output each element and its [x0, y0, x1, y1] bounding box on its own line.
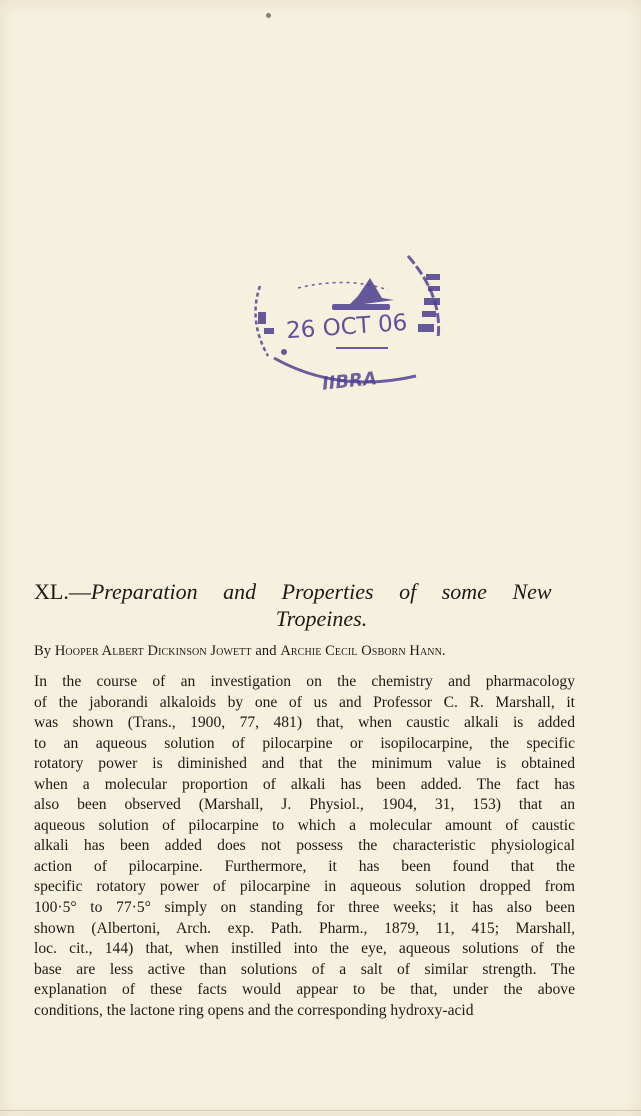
body-line: when a molecular proportion of alkali has been added. The fact has	[34, 775, 575, 793]
article-number: XL.	[34, 579, 69, 604]
byline-and: and	[255, 643, 277, 659]
body-line: to an aqueous solution of pilocarpine or isopilocarpine, the specific	[34, 734, 575, 752]
body-line: aqueous solution of pilocarpine to which a molecular amount of caustic	[34, 816, 575, 834]
title-dash: —	[68, 579, 91, 604]
body-line: was shown (Trans., 1900, 77, 481) that, when caustic alkali is added	[34, 714, 575, 732]
body-line: In the course of an investigation on the chemistry and pharmacology	[34, 673, 575, 690]
byline	[34, 643, 609, 660]
body-line: action of pilocarpine. Furthermore, it has been found that the	[34, 857, 575, 875]
body-line: specific rotatory power of pilocarpine in aqueous solution dropped from	[34, 878, 575, 896]
body-line: loc. cit., 144) that, when instilled into the eye, aqueous solutions of the	[34, 940, 575, 958]
byline-by: By	[34, 643, 52, 659]
library-stamp	[238, 226, 468, 406]
body-line: alkali has been added does not possess the characteristic physiological	[34, 837, 575, 855]
title-line-2: Tropeines.	[275, 606, 368, 631]
page-bottom-edge	[0, 1110, 641, 1111]
author-2: Archie Cecil Osborn Hann.	[280, 643, 446, 659]
body-line: shown (Albertoni, Arch. exp. Path. Pharm., 1879, 11, 415; Marshall,	[34, 919, 575, 937]
article-title	[34, 578, 609, 632]
body-line: base are less active than solutions of a salt of similar strength. The	[34, 960, 575, 978]
svg-text:IIBRA: IIBRA	[321, 368, 378, 395]
author-1: Hooper Albert Dickinson Jowett	[54, 643, 252, 659]
body-line: rotatory power is diminished and that the minimum value is obtained	[34, 755, 575, 773]
title-line-1: Preparation and Properties of some New	[90, 579, 552, 604]
stamp-date: 26 OCT 06	[285, 309, 409, 345]
body-line: explanation of these facts would appear to be that, under the above	[34, 981, 575, 999]
body-line: also been observed (Marshall, J. Physiol., 1904, 31, 153) that an	[34, 796, 575, 814]
body-line: of the jaborandi alkaloids by one of us and Professor C. R. Marshall, it	[34, 693, 575, 711]
body-line: conditions, the lactone ring opens and the corresponding hydroxy-acid	[34, 1001, 474, 1019]
body-paragraph	[34, 672, 575, 1021]
ink-spot	[266, 13, 271, 18]
body-line: 100·5° to 77·5° simply on standing for three weeks; it has also been	[34, 899, 575, 917]
